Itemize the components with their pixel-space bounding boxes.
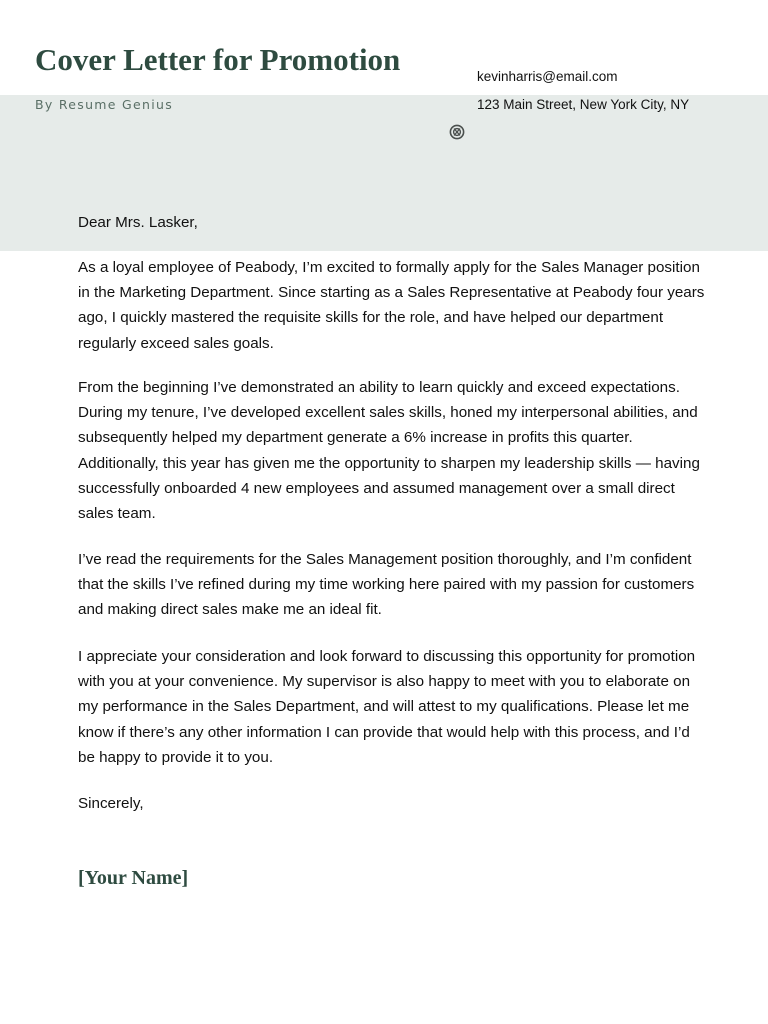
- body-paragraph-2: From the beginning I’ve demonstrated an ability to learn quickly and exceed expectations. During my tenure, I’ve developed excellent sales skills, honed my interpersonal abilities, and subsequently helped my department generate a 6% increase in profits this quarter. Additionally, this year has given me the opportunity to sharpen my leadership skills — having successfully onboarded 4 new employees and assumed management over a small direct sales team.: [78, 379, 700, 523]
- body-paragraph-1: As a loyal employee of Peabody, I’m excited to formally apply for the Sales Manager position in the Marketing Department. Since starting as a Sales Representative at Peabody four years ago, I quickly mastered the requisite skills for the role, and have helped our department regularly exceed sales goals.: [78, 259, 705, 352]
- document-title: Cover Letter for Promotion: [35, 42, 401, 77]
- contact-address: 123 Main Street, New York City, NY: [477, 97, 690, 112]
- contact-email: kevinharris@email.com: [477, 69, 618, 84]
- body-paragraph-4: I appreciate your consideration and look forward to discussing this opportunity for promotion with you at your convenience. My supervisor is also happy to meet with you to elaborate on my performance in the Sales Department, and will attest to my qualifications. Please let me know if there’s any other information I can provide that would help with this process, and I’d be happy to provide it to you.: [78, 648, 696, 766]
- closing: Sincerely,: [78, 795, 144, 812]
- salutation: Dear Mrs. Lasker,: [78, 214, 198, 231]
- rose-emblem-icon: [449, 124, 465, 140]
- body-paragraph-3: I’ve read the requirements for the Sales Management position thoroughly, and I’m confident that the skills I’ve refined during my time working here paired with my passion for customers and making direct sales make me an ideal fit.: [78, 551, 695, 619]
- signature-name: [Your Name]: [78, 867, 189, 889]
- byline: By Resume Genius: [35, 97, 174, 112]
